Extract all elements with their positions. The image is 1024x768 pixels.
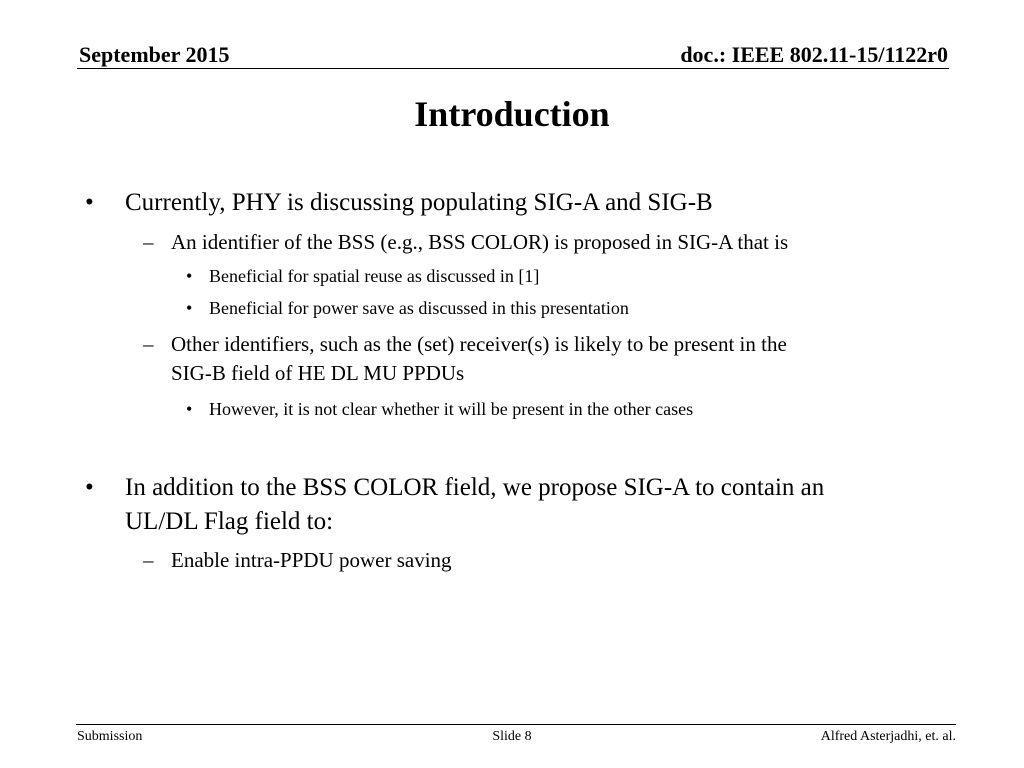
bullet-marker: • [85,189,94,216]
footer-submission: Submission [77,729,143,744]
dash-marker: – [143,230,154,254]
bullet-2-line2: UL/DL Flag field to: [125,508,334,535]
bullet-marker: • [186,266,193,286]
bullet-1-1-2-text: Beneficial for power save as discussed in this presentation [209,298,629,318]
header-doc-id: doc.: IEEE 802.11-15/1122r0 [680,42,948,67]
footer-slide-number: Slide 8 [492,729,532,744]
bullet-1-2-line2: SIG-B field of HE DL MU PPDUs [171,361,465,385]
bullet-1-2-line1: Other identifiers, such as the (set) receiver(s) is likely to be present in the [171,332,787,356]
footer-author: Alfred Asterjadhi, et. al. [820,729,956,744]
bullet-marker: • [85,474,94,501]
header-divider [77,68,949,69]
footer-divider [76,724,956,725]
dash-marker: – [143,548,154,572]
slide-title: Introduction [414,94,610,134]
bullet-1-text: Currently, PHY is discussing populating SIG-A and SIG-B [125,189,713,216]
bullet-2-line1: In addition to the BSS COLOR field, we propose SIG-A to contain an [125,474,825,501]
bullet-marker: • [186,399,193,419]
dash-marker: – [143,332,154,356]
bullet-2-1-text: Enable intra-PPDU power saving [171,548,452,572]
bullet-marker: • [186,298,193,318]
header-date: September 2015 [79,42,230,67]
bullet-1-2-1-text: However, it is not clear whether it will be present in the other cases [209,399,694,419]
bullet-1-1-text: An identifier of the BSS (e.g., BSS COLOR) is proposed in SIG-A that is [171,230,789,254]
bullet-1-1-1-text: Beneficial for spatial reuse as discussed in [1] [209,266,540,286]
